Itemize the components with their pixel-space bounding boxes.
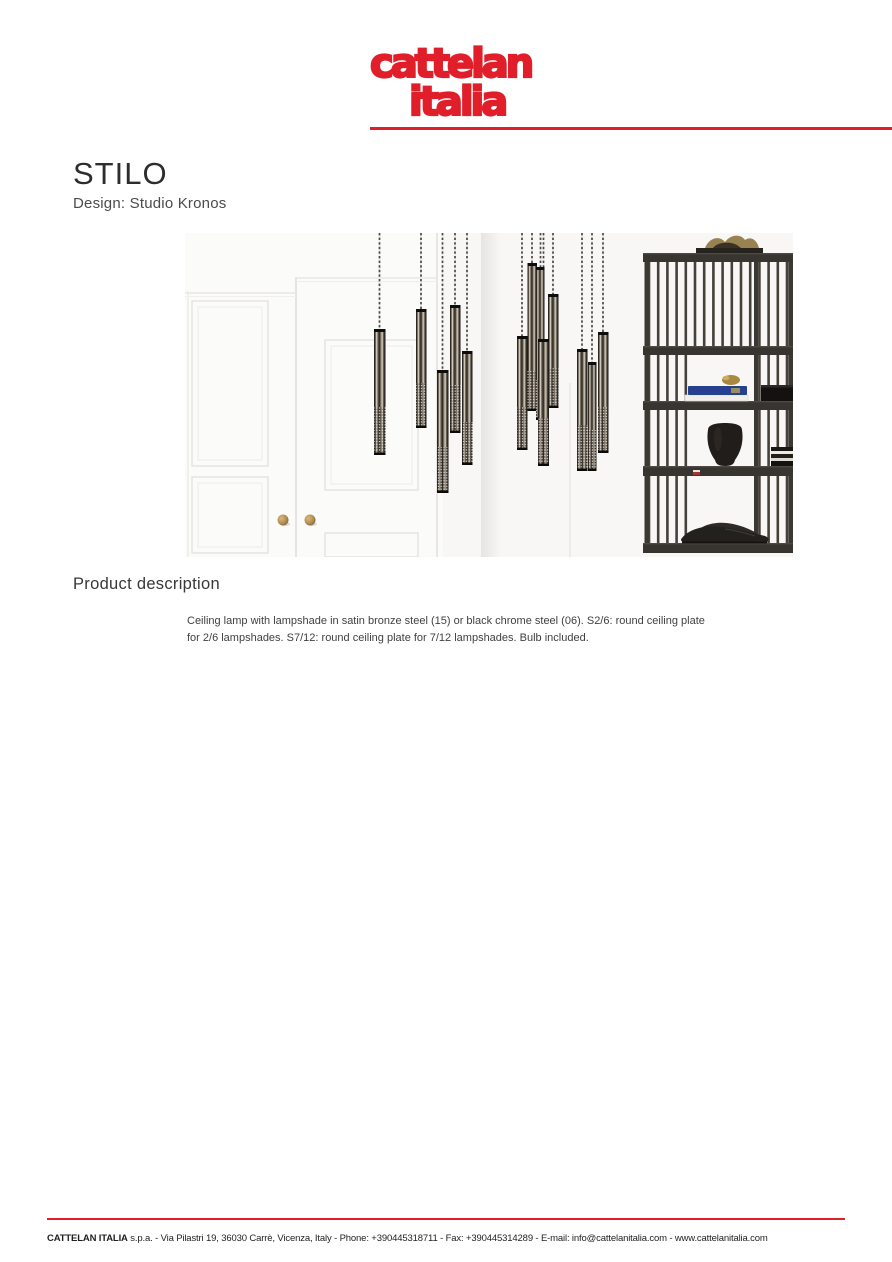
description-heading: Product description: [73, 575, 220, 593]
pendant-lamp: [450, 305, 461, 433]
header-divider-rule: [370, 127, 892, 130]
pendant-lamp: [528, 263, 538, 411]
pendant-lamp: [437, 370, 449, 493]
door-knob-left: [278, 515, 289, 526]
pendant-lamp: [374, 329, 386, 455]
footer-contact-details: s.p.a. - Via Pilastri 19, 36030 Carrè, Vicenza, Italy - Phone: +390445318711 - Fax: +390445314289 - E-mail: info@cattelanitalia.com - www.cattelanitalia.com: [127, 1233, 768, 1244]
footer-contact-line: [47, 1233, 857, 1244]
pendant-lamp: [416, 309, 427, 428]
pendant-lamp: [598, 332, 609, 453]
product-photo-illustration: [185, 233, 793, 557]
description-body: Ceiling lamp with lampshade in satin bronze steel (15) or black chrome steel (06). S2/6: round ceiling plate for 2/6 lampshades. S7/12: round ceiling plate for 7/12 lampshades. Bulb included.: [187, 615, 705, 645]
pendant-lamp: [548, 294, 559, 408]
pendant-lamp: [588, 362, 597, 471]
product-designer: Design: Studio Kronos: [73, 195, 227, 212]
door-knob-right: [305, 515, 316, 526]
pendant-lamp: [538, 339, 549, 466]
pendant-lamp: [462, 351, 473, 465]
brand-logo-wordmark-bottom: italia: [409, 79, 506, 125]
pendant-lamp: [577, 349, 588, 471]
brand-logo-wordmark-top: cattelan: [370, 41, 532, 87]
pendant-lamp: [517, 336, 528, 450]
side-book-stack: [771, 447, 793, 466]
footer-company-name: CATTELAN ITALIA: [47, 1233, 128, 1244]
product-title: STILO: [73, 156, 168, 191]
product-photo: [185, 233, 793, 557]
footer-divider-rule: [47, 1218, 845, 1220]
